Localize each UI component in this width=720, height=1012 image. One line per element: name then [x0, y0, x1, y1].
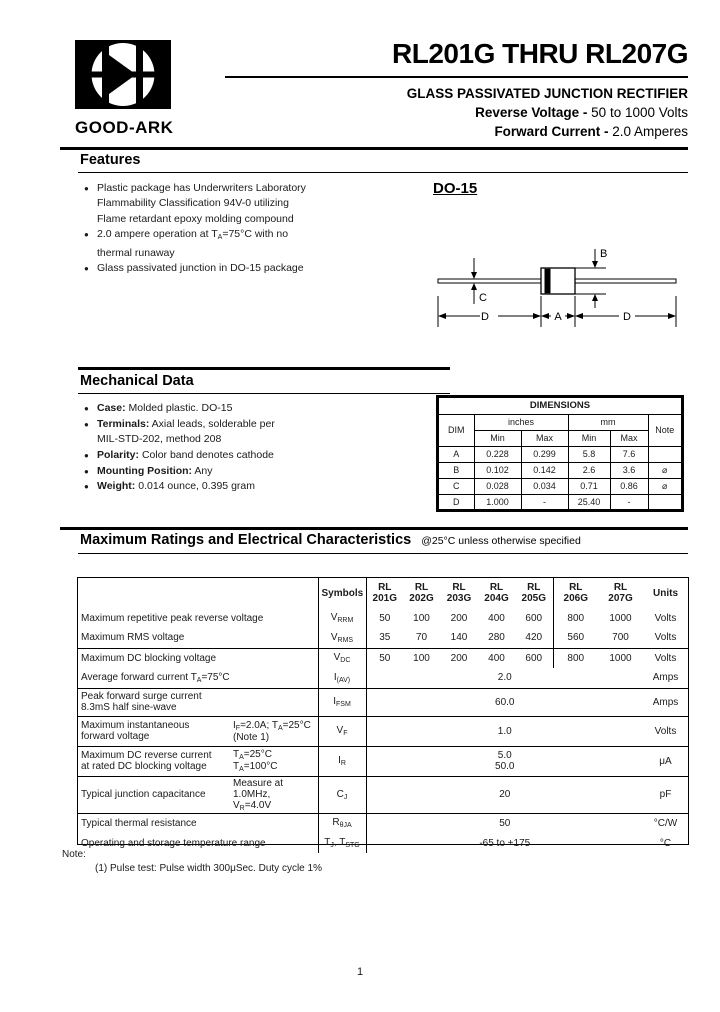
- spec-desc: Peak forward surge current 8.3mS half sine-wave: [78, 688, 318, 716]
- list-item: [84, 261, 414, 276]
- ratings-heading: Maximum Ratings and Electrical Characteristics @25°C unless otherwise specified: [80, 532, 581, 548]
- divider: [60, 527, 688, 530]
- col-min: Min: [568, 430, 610, 446]
- spec-symbol: $V_{RMS}$: [318, 628, 366, 648]
- bullet-icon: ●: [84, 264, 89, 274]
- spec-symbol: $I_{(AV)}$: [318, 668, 366, 688]
- spec-unit: pF: [643, 776, 688, 813]
- mech-text: Terminals: Axial leads, solderable per MIL-STD-202, method 208: [97, 417, 275, 446]
- list-item: [84, 464, 429, 479]
- spec-symbol: $V_F$: [318, 716, 366, 746]
- spec-symbol: $V_{RRM}$: [318, 608, 366, 628]
- spec-symbol: $R_{\theta JA}$: [318, 813, 366, 833]
- spec-symbol: $C_J$: [318, 776, 366, 813]
- spec-desc: Average forward current $T_A=75^\circ C$: [81, 671, 230, 684]
- mechanical-heading: Mechanical Data: [80, 373, 194, 389]
- do15-outline-drawing: [423, 238, 693, 334]
- spec-desc: Maximum DC reverse current at rated DC blocking voltage: [78, 746, 230, 776]
- table-row: [78, 746, 688, 776]
- spec-value: 60.0: [366, 688, 643, 716]
- feature-text: Glass passivated junction in DO-15 package: [97, 262, 304, 275]
- list-item: [84, 417, 429, 448]
- mech-text: Polarity: Color band denotes cathode: [97, 448, 274, 461]
- bullet-icon: ●: [84, 450, 89, 460]
- spec-value: 50: [366, 813, 643, 833]
- footnote: [62, 849, 322, 874]
- col-model-rl203g: RL 203G: [446, 582, 472, 604]
- features-list: [84, 181, 414, 277]
- spec-desc: Maximum RMS voltage: [81, 632, 185, 644]
- bullet-icon: ●: [84, 404, 89, 413]
- dim-label-c: C: [479, 292, 487, 304]
- spec-value: 1.0: [366, 716, 643, 746]
- col-model-rl205g: RL 205G: [521, 582, 546, 604]
- list-item: [84, 181, 414, 227]
- col-symbols: Symbols: [318, 578, 366, 608]
- mech-text: Case: Molded plastic. DO-15: [97, 402, 233, 414]
- doc-subtitle: GLASS PASSIVATED JUNCTION RECTIFIER: [406, 86, 688, 101]
- mech-text: Mounting Position: Any: [97, 464, 213, 477]
- divider: [78, 172, 688, 173]
- spec-value: 20: [366, 776, 643, 813]
- list-item: [84, 448, 429, 463]
- col-inches: inches: [474, 414, 568, 430]
- spec-unit: Amps: [652, 672, 679, 684]
- spec-unit: Volts: [643, 648, 688, 668]
- spec-value: -65 to +175: [479, 837, 531, 849]
- spec-condition: $I_F=2.0A$; $T_A=25^\circ C$ (Note 1): [230, 716, 318, 746]
- table-row: [78, 668, 688, 688]
- page-title: RL201G THRU RL207G: [225, 38, 688, 78]
- col-note: Note: [648, 414, 682, 446]
- list-item: [84, 479, 429, 494]
- divider: [78, 393, 450, 394]
- spec-symbol: $V_{DC}$: [318, 648, 366, 668]
- col-max: Max: [521, 430, 568, 446]
- package-heading: DO-15: [433, 180, 478, 197]
- ratings-condition-note: @25°C unless otherwise specified: [421, 535, 581, 547]
- dim-label-a: A: [554, 311, 562, 323]
- col-units: Units: [653, 587, 678, 599]
- table-row: D 1.000 - 25.40 -: [438, 494, 682, 510]
- diode-logo-icon: [75, 40, 171, 109]
- table-row: B 0.102 0.142 2.6 3.6 ⌀: [438, 462, 682, 478]
- table-row: C 0.028 0.034 0.71 0.86 ⌀: [438, 478, 682, 494]
- dim-label-b: B: [600, 248, 608, 260]
- reverse-voltage-line: Reverse Voltage - 50 to 1000 Volts: [475, 105, 688, 120]
- col-mm: mm: [568, 414, 648, 430]
- divider: [78, 553, 688, 554]
- page-number: 1: [356, 966, 364, 978]
- col-model-rl201g: RL 201G: [372, 582, 397, 604]
- mech-text: Weight: 0.014 ounce, 0.395 gram: [97, 480, 255, 493]
- good-ark-logo: [75, 40, 187, 138]
- table-row: [78, 716, 688, 746]
- dim-label-d-left: D: [481, 311, 489, 323]
- table-row: [78, 813, 688, 833]
- brand-name: GOOD-ARK: [75, 118, 174, 137]
- bullet-icon: ●: [84, 184, 89, 193]
- forward-current-line: Forward Current - 2.0 Amperes: [494, 124, 688, 139]
- spec-condition: Measure at 1.0MHz, $V_R=4.0V$: [230, 776, 318, 813]
- list-item: [84, 227, 414, 261]
- footnote-text: (1) Pulse test: Pulse width 300μSec. Duty cycle 1%: [95, 863, 322, 874]
- spec-desc: Maximum DC blocking voltage: [78, 648, 318, 668]
- spec-desc: Typical thermal resistance: [78, 813, 318, 833]
- dimensions-title: DIMENSIONS: [438, 397, 682, 414]
- col-model-rl202g: RL 202G: [409, 582, 434, 604]
- spec-condition: $T_A=25^\circ C$ $T_A=100^\circ C$: [230, 746, 318, 776]
- mechanical-list: [84, 401, 429, 495]
- table-row: Maximum RMS voltage $V_{RMS}$ 35 70 140 280 420 560 700 Volts: [78, 628, 688, 648]
- divider: [78, 367, 450, 370]
- divider: [60, 147, 688, 150]
- table-row: [78, 776, 688, 813]
- spec-value: 5.0 50.0: [366, 746, 643, 776]
- bullet-icon: ●: [84, 482, 89, 492]
- spec-desc: Operating and storage temperature range: [81, 837, 266, 849]
- spec-unit: Volts: [654, 632, 677, 644]
- features-heading: Features: [80, 152, 141, 168]
- table-row: [78, 688, 688, 716]
- table-header-row: [78, 578, 688, 608]
- bullet-icon: ●: [84, 466, 89, 476]
- bullet-icon: ●: [84, 419, 89, 429]
- table-row: A 0.228 0.299 5.8 7.6: [438, 446, 682, 462]
- col-dim: DIM: [438, 414, 474, 446]
- feature-text: Plastic package has Underwriters Laboratory Flammability Classification 94V-0 utilizing Flame retardant epoxy molding compound: [97, 182, 306, 225]
- spec-symbol: $T_J$, $T_{STG}$: [318, 833, 366, 853]
- spec-symbol: $I_{FSM}$: [318, 688, 366, 716]
- spec-desc: Maximum repetitive peak reverse voltage: [81, 612, 264, 624]
- col-max: Max: [610, 430, 648, 446]
- spec-unit: °C: [659, 837, 672, 849]
- table-row: Maximum DC blocking voltage $V_{DC}$ 50 100 200 400 600 800 1000 Volts: [78, 648, 688, 668]
- table-row: Maximum repetitive peak reverse voltage $V_{RRM}$ 50 100 200 400 600 800 1000 Volts: [78, 608, 688, 628]
- footnote-label: Note:: [62, 849, 86, 860]
- spec-unit: Volts: [654, 612, 677, 624]
- col-min: Min: [474, 430, 521, 446]
- bullet-icon: ●: [84, 230, 89, 240]
- spec-unit: Volts: [643, 716, 688, 746]
- col-model-rl206g: RL 206G: [553, 578, 598, 608]
- col-model-rl207g: RL 207G: [608, 582, 633, 604]
- list-item: [84, 401, 429, 416]
- spec-desc: Maximum instantaneous forward voltage: [78, 716, 230, 746]
- dimensions-table: [437, 396, 683, 511]
- spec-unit: μA: [643, 746, 688, 776]
- spec-value: 2.0: [497, 672, 512, 684]
- col-model-rl204g: RL 204G: [484, 582, 509, 604]
- spec-desc: Typical junction capacitance: [78, 776, 230, 813]
- dim-label-d-right: D: [623, 311, 631, 323]
- spec-symbol: $I_R$: [318, 746, 366, 776]
- spec-unit: °C/W: [643, 813, 688, 833]
- feature-text: 2.0 ampere operation at $T_A=75^\circ C$ with no thermal runaway: [97, 228, 289, 259]
- spec-unit: Amps: [643, 688, 688, 716]
- ratings-table: [78, 578, 688, 853]
